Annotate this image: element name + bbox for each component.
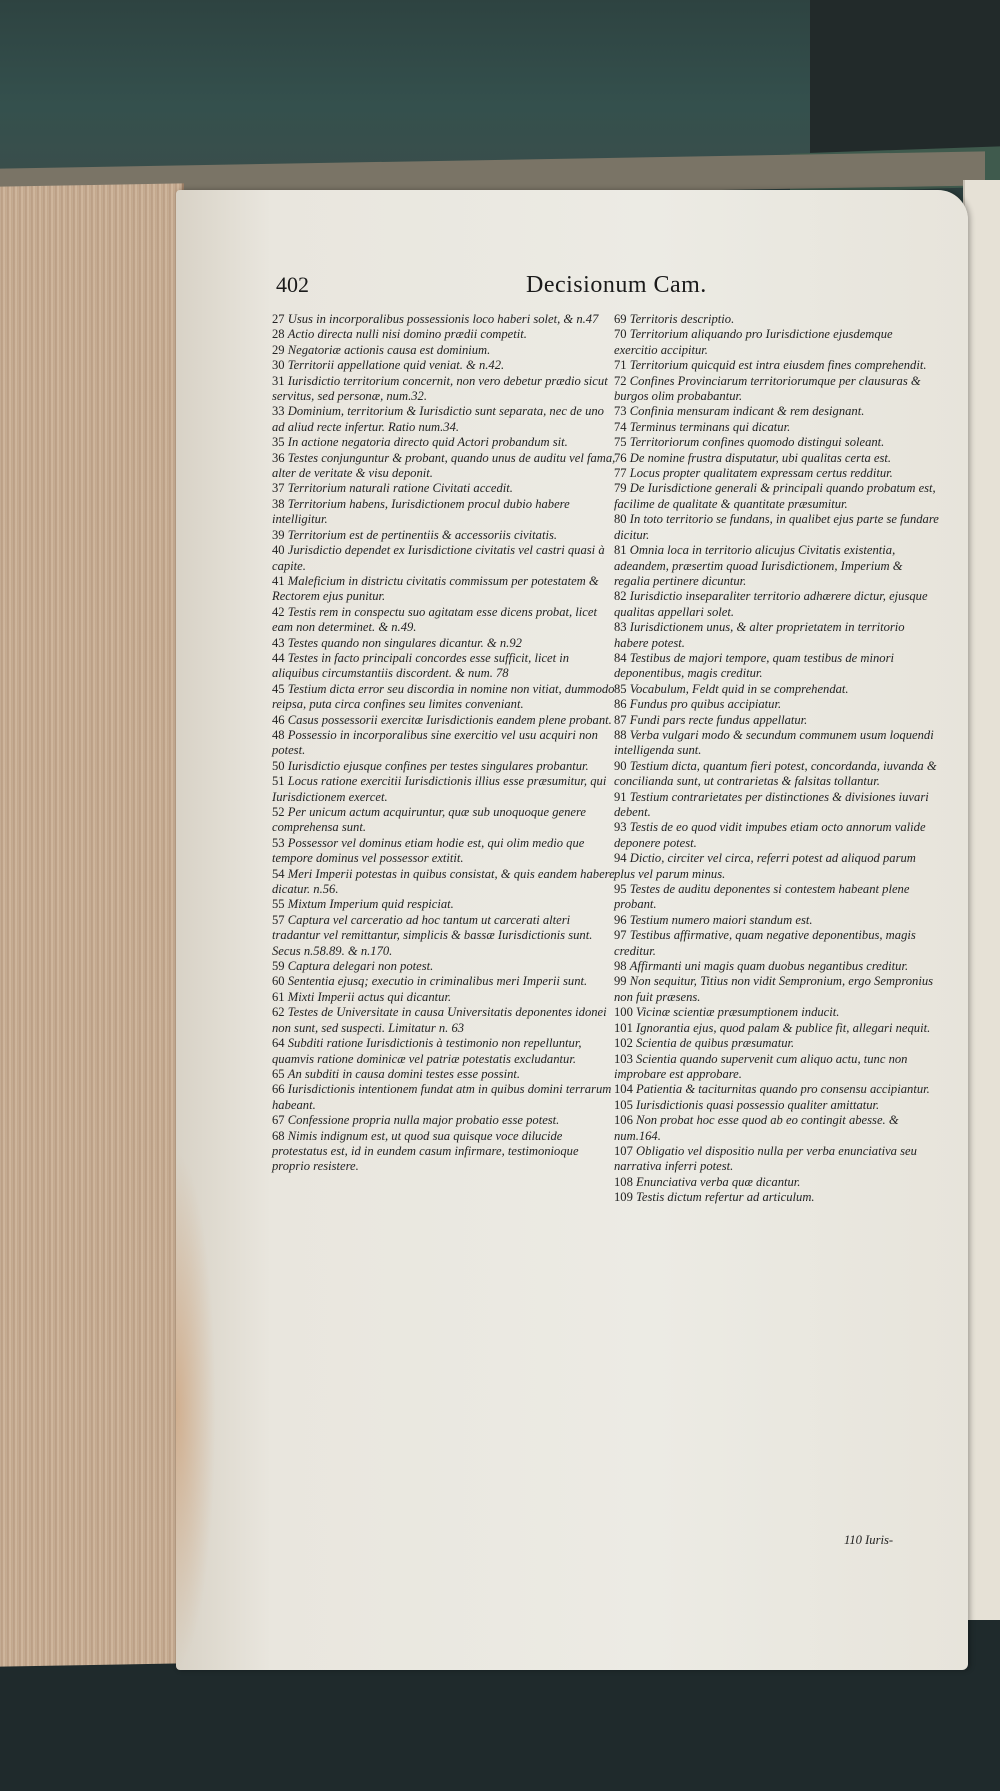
entry-text: Territorium habens, Iurisdictionem procul dubio habere intelligitur. [272, 496, 570, 527]
entry-number: 93 [614, 820, 630, 835]
entry-text: Possessio in incorporalibus sine exercitio vel usu acquiri non potest. [272, 727, 598, 758]
entry-text: Scientia de quibus præsumatur. [636, 1036, 795, 1051]
entry-text: Vocabulum, Feldt quid in se comprehendat. [629, 681, 849, 696]
index-entry [272, 651, 617, 682]
entry-text: Testium numero maiori standum est. [629, 912, 813, 927]
entry-number: 83 [614, 620, 630, 635]
index-entry [272, 497, 617, 528]
index-entry [272, 774, 617, 805]
entry-text: Territorium naturali ratione Civitati accedit. [287, 481, 513, 496]
index-entry [614, 358, 939, 373]
index-entry [614, 697, 939, 712]
index-entry [614, 913, 939, 928]
entry-text: Fundi pars recte fundus appellatur. [629, 712, 808, 727]
entry-text: Testium contrarietates per distinctiones & divisiones iuvari debent. [614, 789, 929, 819]
entry-text: Verba vulgari modo & secundum communem usum loquendi intelligenda sunt. [614, 727, 934, 758]
entry-number: 55 [272, 897, 288, 912]
entry-number: 62 [272, 1005, 288, 1020]
index-entry [272, 759, 617, 774]
index-entry [614, 882, 939, 913]
index-entry [614, 974, 939, 1005]
facing-page-edge [963, 180, 1000, 1620]
index-entry [272, 1113, 617, 1128]
index-entry [614, 327, 939, 358]
index-entry [614, 1052, 939, 1083]
running-head [276, 272, 876, 302]
index-entry [272, 867, 617, 898]
entry-text: Per unicum actum acquiruntur, quæ sub unoquoque genere comprehensa sunt. [272, 805, 586, 835]
index-entry [614, 1113, 939, 1144]
index-entry [614, 620, 939, 651]
index-entry [614, 404, 939, 419]
entry-text: Ignorantia ejus, quod palam & publice fit, allegari nequit. [636, 1020, 931, 1035]
index-entry [614, 374, 939, 405]
entry-text: Testis de eo quod vidit impubes etiam octo annorum valide deponere potest. [614, 820, 926, 850]
index-entry [614, 1144, 939, 1175]
entry-text: Vicinæ scientiæ præsumptionem inducit. [636, 1005, 840, 1020]
entry-text: Affirmanti uni magis quam duobus negantibus creditur. [629, 959, 909, 974]
entry-number: 86 [614, 697, 630, 712]
entry-text: Mixtum Imperium quid respiciat. [287, 897, 454, 912]
entry-number: 42 [272, 604, 288, 619]
index-entry [272, 682, 617, 713]
entry-text: Jurisdictio dependet ex Iurisdictione civitatis vel castri quasi à capite. [272, 543, 605, 573]
entry-text: Omnia loca in territorio alicujus Civitatis existentia, adeandem, præsertim quoad Iurisdictionem, Imperium & regalia pertinere dicuntur. [614, 543, 903, 588]
entry-text: Testium dicta error seu discordia in nomine non vitiat, dummodo reipsa, puta circa confines seu limites conveniant. [272, 681, 615, 712]
index-entry [272, 404, 617, 435]
index-entry [614, 1098, 939, 1113]
entry-number: 30 [272, 358, 288, 373]
entry-number: 52 [272, 805, 288, 819]
entry-text: Iurisdictionis intentionem fundat atm in quibus domini terrarum habeant. [272, 1082, 612, 1112]
index-entry [614, 1190, 939, 1205]
entry-text: Testes conjunguntur & probant, quando unus de auditu vel fama, alter de veritate & visu deponit. [272, 450, 616, 481]
index-entry [272, 374, 617, 405]
entry-number: 98 [614, 959, 630, 974]
entry-text: Dictio, circiter vel circa, referri potest ad aliquod parum plus vel parum minus. [614, 851, 916, 881]
entry-number: 101 [614, 1020, 637, 1035]
index-entry [272, 327, 617, 342]
entry-text: De Iurisdictione generali & principali quando probatum est, facilime de qualitate & quantitate præsumitur. [614, 481, 936, 511]
index-entry [272, 636, 617, 651]
entry-number: 105 [614, 1097, 637, 1112]
entry-number: 64 [272, 1036, 288, 1051]
entry-text: Testes quando non singulares dicantur. & n.92 [287, 635, 522, 650]
entry-number: 60 [272, 974, 288, 989]
entry-number: 95 [614, 882, 630, 897]
entry-number: 77 [614, 466, 630, 481]
entry-number: 66 [272, 1082, 288, 1097]
index-entry [272, 481, 617, 496]
entry-number: 70 [614, 327, 630, 342]
entry-number: 54 [272, 866, 288, 881]
entry-number: 59 [272, 959, 288, 974]
entry-text: Locus propter qualitatem expressam certus redditur. [629, 466, 893, 481]
page-number: 402 [276, 272, 309, 297]
entry-text: Casus possessorii exercitæ Iurisdictionis eandem plene probant. [287, 712, 612, 727]
index-entry [272, 728, 617, 759]
entry-number: 85 [614, 681, 630, 696]
entry-text: Testibus affirmative, quam negative deponentibus, magis creditur. [614, 928, 916, 958]
entry-number: 81 [614, 543, 630, 558]
entry-text: Confines Provinciarum territoriorumque per clausuras & burgos olim probabantur. [614, 373, 921, 404]
entry-text: Enunciativa verba quæ dicantur. [636, 1174, 801, 1189]
entry-number: 45 [272, 681, 288, 696]
entry-number: 100 [614, 1005, 637, 1020]
entry-text: Iurisdictio inseparaliter territorio adhærere dictur, ejusque qualitas appellari solet. [614, 589, 928, 619]
entry-number: 44 [272, 650, 288, 665]
entry-number: 87 [614, 712, 630, 727]
index-entry [272, 451, 617, 482]
entry-number: 109 [614, 1190, 637, 1205]
entry-text: Terminus terminans qui dicatur. [629, 419, 791, 434]
entry-number: 57 [272, 912, 288, 927]
catchword: 110 Iuris- [844, 1533, 894, 1547]
entry-number: 99 [614, 974, 630, 989]
entry-text: De nomine frustra disputatur, ubi qualitas certa est. [629, 450, 892, 465]
entry-number: 72 [614, 373, 630, 388]
entry-number: 69 [614, 312, 630, 326]
index-entry [614, 790, 939, 821]
entry-number: 36 [272, 450, 288, 465]
entry-number: 53 [272, 835, 288, 850]
entry-number: 103 [614, 1051, 637, 1066]
entry-number: 38 [272, 496, 288, 511]
entry-text: Captura delegari non potest. [287, 959, 434, 974]
entry-text: An subditi in causa domini testes esse possint. [287, 1066, 521, 1081]
entry-text: Non sequitur, Titius non vidit Sempronium, ergo Sempronius non fuit præsens. [614, 974, 934, 1004]
index-entry [614, 1082, 939, 1097]
index-entry [614, 435, 939, 450]
entry-number: 108 [614, 1174, 637, 1189]
entry-text: Dominium, territorium & Iurisdictio sunt separata, nec de uno ad aliud recte infertur. Ratio num.34. [272, 404, 604, 434]
index-entry [272, 343, 617, 358]
entry-text: Territorium quicquid est intra eiusdem fines comprehendit. [629, 358, 927, 373]
entry-text: Testes de auditu deponentes si contestem habeant plene probant. [614, 882, 910, 912]
entry-number: 41 [272, 573, 288, 588]
entry-number: 75 [614, 435, 630, 450]
entry-text: Maleficium in districtu civitatis commissum per potestatem & Rectorem ejus punitur. [272, 573, 599, 604]
entry-number: 35 [272, 435, 288, 450]
entry-text: Captura vel carceratio ad hoc tantum ut carcerati alteri tradantur vel remittantur, simplicis & bassæ Iurisdictionis sunt. Secus n.58.89. & n.170. [272, 912, 593, 958]
entry-text: Nimis indignum est, ut quod sua quisque voce dilucide protestatus est, id in eundem casum infirmare, testimonioque proprio resistere. [272, 1128, 579, 1174]
entry-number: 31 [272, 373, 288, 388]
entry-number: 84 [614, 650, 630, 665]
entry-number: 67 [272, 1113, 288, 1128]
right-column [614, 312, 939, 1206]
index-entry [272, 805, 617, 836]
left-column [272, 312, 617, 1175]
entry-text: Mixti Imperii actus qui dicantur. [287, 989, 452, 1004]
entry-text: Testibus de majori tempore, quam testibus de minori deponentibus, magis creditur. [614, 650, 894, 681]
index-entry [614, 820, 939, 851]
index-entry [614, 851, 939, 882]
index-entry [614, 451, 939, 466]
entry-number: 79 [614, 481, 630, 496]
entry-number: 65 [272, 1066, 288, 1081]
index-entry [272, 897, 617, 912]
index-entry [614, 420, 939, 435]
index-entry [614, 728, 939, 759]
index-entry [272, 574, 617, 605]
entry-text: Territoris descriptio. [629, 312, 735, 326]
entry-number: 27 [272, 312, 288, 326]
entry-text: Testium dicta, quantum fieri potest, concordanda, iuvanda & concilianda sunt, ut contrarietas & falsitas tollantur. [614, 758, 937, 789]
entry-number: 71 [614, 358, 630, 373]
index-entry [614, 959, 939, 974]
index-entry [614, 1175, 939, 1190]
page-block-edges [0, 183, 184, 1666]
entry-text: Fundus pro quibus accipiatur. [629, 697, 782, 712]
page-title: Decisionum Cam. [526, 272, 707, 298]
entry-number: 96 [614, 912, 630, 927]
entry-text: Patientia & taciturnitas quando pro consensu accipiantur. [636, 1082, 930, 1097]
index-entry [272, 605, 617, 636]
entry-text: Non probat hoc esse quod ab eo contingit abesse. & num.164. [614, 1113, 899, 1143]
entry-number: 88 [614, 727, 630, 742]
entry-number: 40 [272, 543, 288, 558]
index-entry [272, 836, 617, 867]
entry-text: Testes in facto principali concordes esse sufficit, licet in aliquibus circumstantiis discordent. & num. 78 [272, 650, 570, 681]
index-entry [272, 1005, 617, 1036]
entry-number: 97 [614, 928, 630, 943]
index-entry [614, 1021, 939, 1036]
entry-number: 104 [614, 1082, 637, 1097]
index-entry [272, 959, 617, 974]
entry-text: Meri Imperii potestas in quibus consistat, & quis eandem habere dicatur. n.56. [272, 866, 615, 897]
entry-number: 106 [614, 1113, 637, 1128]
entry-number: 46 [272, 712, 288, 727]
index-entry [614, 1005, 939, 1020]
index-entry [272, 358, 617, 373]
entry-text: In actione negatoria directo quid Actori probandum sit. [287, 435, 568, 450]
entry-text: Subditi ratione Iurisdictionis à testimonio non repelluntur, quamvis ratione dominicæ vel patriæ potestatis excludantur. [272, 1036, 582, 1066]
entry-number: 28 [272, 327, 288, 342]
index-entry [614, 312, 939, 327]
entry-number: 51 [272, 774, 288, 789]
entry-number: 73 [614, 404, 630, 419]
index-entry [272, 528, 617, 543]
water-stain [176, 1150, 216, 1670]
entry-number: 80 [614, 512, 630, 527]
entry-text: Territoriorum confines quomodo distingui soleant. [629, 435, 885, 450]
entry-text: Sententia ejusq; executio in criminalibus meri Imperii sunt. [287, 974, 588, 989]
entry-number: 76 [614, 450, 630, 465]
entry-text: Confinia mensuram indicant & rem designant. [629, 404, 865, 419]
entry-number: 29 [272, 342, 288, 357]
entry-text: Actio directa nulli nisi domino prædii competit. [287, 327, 527, 342]
index-entry [272, 974, 617, 989]
entry-number: 102 [614, 1036, 637, 1051]
index-entry [614, 759, 939, 790]
entry-number: 39 [272, 527, 288, 542]
entry-number: 33 [272, 404, 288, 419]
index-entry [614, 928, 939, 959]
index-entry [272, 1067, 617, 1082]
entry-text: Confessione propria nulla major probatio esse potest. [287, 1113, 560, 1128]
entry-text: Iurisdictionis quasi possessio qualiter amittatur. [636, 1097, 880, 1112]
entry-number: 107 [614, 1143, 637, 1158]
entry-text: Territorii appellatione quid veniat. & n.42. [287, 358, 505, 373]
entry-number: 82 [614, 589, 630, 604]
index-entry [614, 651, 939, 682]
index-entry [614, 589, 939, 620]
entry-text: Scientia quando supervenit cum aliquo actu, tunc non improbare est approbare. [614, 1051, 908, 1081]
entry-text: Negatoriæ actionis causa est dominium. [287, 342, 491, 357]
entry-text: Usus in incorporalibus possessionis loco haberi solet, & n.47 [287, 312, 599, 326]
index-entry [272, 435, 617, 450]
index-entry [614, 543, 939, 589]
index-entry [272, 713, 617, 728]
index-entry [614, 512, 939, 543]
entry-number: 37 [272, 481, 288, 496]
entry-text: Possessor vel dominus etiam hodie est, qui olim medio que tempore dominus vel possessor extitit. [272, 835, 585, 866]
entry-text: Testis dictum refertur ad articulum. [636, 1190, 815, 1205]
entry-number: 61 [272, 989, 288, 1004]
entry-text: Testis rem in conspectu suo agitatam esse dicens probat, licet eam non determinet. & n.49. [272, 604, 597, 635]
index-entry [272, 543, 617, 574]
index-entry [272, 913, 617, 959]
index-entry [614, 1036, 939, 1051]
index-entry [272, 1082, 617, 1113]
entry-number: 94 [614, 851, 630, 866]
entry-text: In toto territorio se fundans, in qualibet ejus parte se fundare dicitur. [614, 512, 939, 542]
entry-text: Territorium aliquando pro Iurisdictione ejusdemque exercitio accipitur. [614, 327, 893, 357]
entry-number: 48 [272, 727, 288, 742]
entry-number: 68 [272, 1128, 288, 1143]
entry-text: Testes de Universitate in causa Universitatis deponentes idonei non sunt, sed suspecti. Limitatur n. 63 [272, 1005, 607, 1035]
entry-text: Iurisdictionem unus, & alter proprietatem in territorio habere potest. [614, 620, 905, 650]
entry-text: Iurisdictio territorium concernit, non vero debetur prædio sicut servitus, sed personæ, num.32. [272, 373, 608, 404]
index-entry [614, 682, 939, 697]
index-entry [272, 312, 617, 327]
entry-text: Territorium est de pertinentiis & accessoriis civitatis. [287, 527, 557, 542]
entry-text: Obligatio vel dispositio nulla per verba enunciativa seu narrativa inferri potest. [614, 1143, 917, 1174]
book-page [176, 190, 968, 1670]
index-entry [614, 466, 939, 481]
index-entry [272, 990, 617, 1005]
entry-number: 91 [614, 789, 630, 804]
index-entry [614, 481, 939, 512]
entry-number: 50 [272, 758, 288, 773]
index-entry [272, 1129, 617, 1175]
entry-number: 43 [272, 635, 288, 650]
entry-text: Locus ratione exercitii Iurisdictionis illius esse præsumitur, qui Iurisdictionem exercet. [272, 774, 607, 804]
index-entry [614, 713, 939, 728]
entry-number: 74 [614, 419, 630, 434]
entry-number: 90 [614, 758, 630, 773]
entry-text: Iurisdictio ejusque confines per testes singulares probantur. [287, 758, 589, 773]
index-entry [272, 1036, 617, 1067]
